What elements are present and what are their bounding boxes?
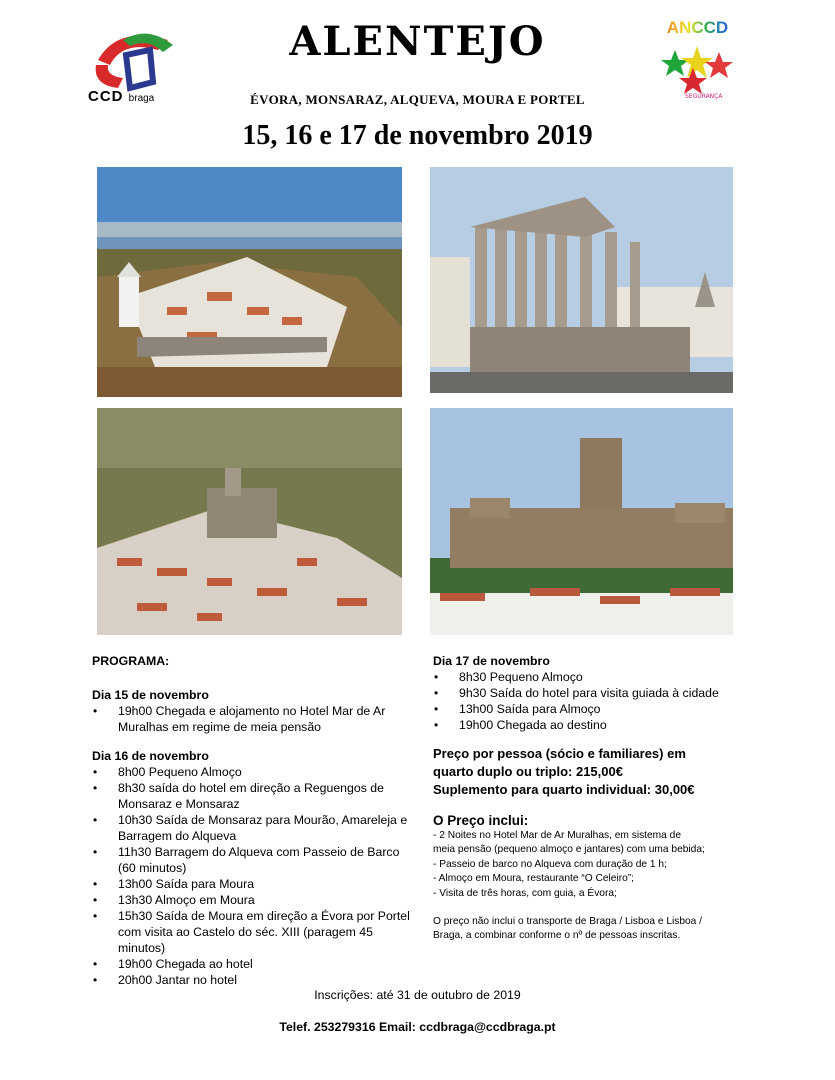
page-title: ALENTEJO xyxy=(289,18,546,65)
programa-title: PROGRAMA: xyxy=(92,654,170,668)
contact-info: Telef. 253279316 Email: ccdbraga@ccdbraga.pt xyxy=(279,1020,556,1034)
list-item: • 10h30 Saída de Monsaraz para Mourão, Amareleja e Barragem do Alqueva xyxy=(92,812,412,844)
includes-item: meia pensão (pequeno almoço e jantares) com uma bebida; xyxy=(433,844,705,856)
trip-dates: 15, 16 e 17 de novembro 2019 xyxy=(242,120,593,151)
list-item: • 19h00 Chegada ao hotel xyxy=(92,956,412,972)
day-heading: Dia 16 de novembro xyxy=(92,749,209,763)
list-item: • 13h30 Almoço em Moura xyxy=(92,892,412,908)
not-included-note: Braga, a combinar conforme o nº de pessoas inscritas. xyxy=(433,930,681,942)
list-item: • 8h00 Pequeno Almoço xyxy=(92,764,412,780)
includes-item: - Almoço em Moura, restaurante “O Celeiro”; xyxy=(433,873,634,885)
list-item: • 11h30 Barragem do Alqueva com Passeio de Barco (60 minutos) xyxy=(92,844,412,876)
list-item: • 13h00 Saída para Moura xyxy=(92,876,412,892)
photo-moura-aerial xyxy=(97,408,402,635)
price-line: quarto duplo ou triplo: 215,00€ xyxy=(433,764,623,779)
list-item: • 20h00 Jantar no hotel xyxy=(92,972,412,988)
day-heading: Dia 17 de novembro xyxy=(433,654,550,668)
day-heading: Dia 15 de novembro xyxy=(92,688,209,702)
svg-text:SEGURANÇA: SEGURANÇA xyxy=(685,93,723,100)
photo-evora-temple xyxy=(430,167,733,393)
anccd-logo-text: ANCCD xyxy=(655,18,740,38)
destinations-subtitle: ÉVORA, MONSARAZ, ALQUEVA, MOURA E PORTEL xyxy=(250,92,585,107)
price-line: Preço por pessoa (sócio e familiares) em xyxy=(433,746,686,761)
photo-monsaraz xyxy=(97,167,402,397)
includes-title: O Preço inclui: xyxy=(433,813,529,828)
list-item: • 15h30 Saída de Moura em direção a Évora por Portel com visita ao Castelo do séc. XIII (paragem 45 minutos) xyxy=(92,908,412,956)
registration-deadline: Inscrições: até 31 de outubro de 2019 xyxy=(314,988,521,1002)
list-item: • 13h00 Saída para Almoço xyxy=(433,701,753,717)
list-item: • 8h30 saída do hotel em direção a Reguengos de Monsaraz e Monsaraz xyxy=(92,780,412,812)
includes-item: - 2 Noites no Hotel Mar de Ar Muralhas, em sistema de xyxy=(433,830,681,841)
list-item: • 19h00 Chegada e alojamento no Hotel Mar de Ar Muralhas em regime de meia pensão xyxy=(92,703,412,735)
not-included-note: O preço não inclui o transporte de Braga / Lisboa e Lisboa / xyxy=(433,916,703,928)
list-item: • 8h30 Pequeno Almoço xyxy=(433,669,753,685)
list-item: • 19h00 Chegada ao destino xyxy=(433,717,753,733)
includes-item: - Passeio de barco no Alqueva com duração de 1 h; xyxy=(433,858,667,870)
ccd-braga-logo-text: CCD braga xyxy=(88,88,155,105)
programa-section xyxy=(92,653,412,988)
supplement-line: Suplemento para quarto individual: 30,00€ xyxy=(433,782,695,797)
list-item: • 9h30 Saída do hotel para visita guiada à cidade xyxy=(433,685,753,701)
photo-portel-castle xyxy=(430,408,733,635)
anccd-logo xyxy=(655,18,740,103)
includes-item: - Visita de três horas, com guia, a Évora; xyxy=(433,887,617,899)
right-info-section xyxy=(433,653,753,944)
